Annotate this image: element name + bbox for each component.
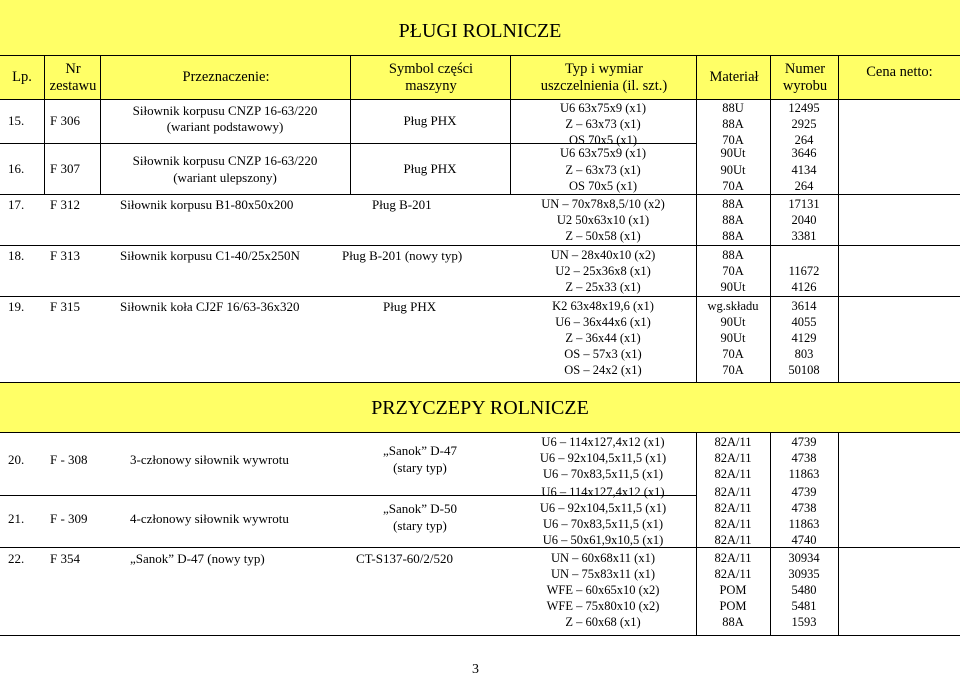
material-cell: 88A	[722, 615, 744, 629]
row-nr: F - 309	[50, 511, 88, 526]
header-lp	[0, 56, 44, 99]
seal-line: U6 – 92x104,5x11,5 (x1)	[539, 501, 667, 515]
seal-line: U6 – 36x44x6 (x1)	[555, 315, 651, 329]
header-typ-text: Typ i wymiar uszczelnienia (il. szt.)	[540, 60, 668, 94]
row-lp: 17.	[8, 197, 25, 212]
numer-cell: 4055	[791, 315, 817, 329]
material-cell: 88A	[722, 248, 744, 262]
seal-line: U6 – 114x127,4x12 (x1)	[541, 485, 665, 499]
material-cell: 82A/11	[714, 501, 752, 515]
numer-cell: 5481	[791, 599, 817, 613]
numer-cell: 1593	[791, 615, 817, 629]
seal-line: Z – 25x33 (x1)	[565, 280, 641, 294]
material-cell: 70A	[722, 264, 744, 278]
material-cell: 82A/11	[714, 533, 752, 547]
numer-cell: 803	[794, 347, 814, 361]
row-nr: F 315	[50, 299, 80, 314]
material-cell: 82A/11	[714, 467, 752, 481]
row-desc: Siłownik korpusu C1-40/25x250N	[120, 248, 300, 263]
row-symbol: Pług B-201	[372, 197, 432, 212]
row-nr: F 313	[50, 248, 80, 263]
row-lp: 16.	[8, 161, 25, 176]
header-lp-text: Lp.	[12, 69, 32, 85]
numer-cell: 3614	[791, 299, 817, 313]
row-symbol: Pług PHX	[383, 299, 437, 314]
material-cell: 90Ut	[720, 146, 746, 160]
seal-line: OS – 24x2 (x1)	[564, 363, 642, 377]
header-material	[696, 56, 771, 99]
numer-cell: 30935	[788, 567, 820, 581]
material-cell: 88A	[722, 117, 744, 131]
row-nr: F 354	[50, 551, 80, 566]
row-desc: Siłownik korpusu CNZP 16-63/220 (wariant ulepszony)	[132, 153, 318, 185]
material-cell: 90Ut	[720, 331, 746, 345]
col-divider	[838, 432, 839, 636]
numer-cell: 4129	[791, 331, 817, 345]
material-cell: 70A	[722, 179, 744, 193]
header-numer	[770, 56, 839, 99]
numer-cell: 264	[794, 179, 814, 193]
seal-line: U6 – 92x104,5x11,5 (x1)	[539, 451, 667, 465]
row-desc: Siłownik korpusu CNZP 16-63/220 (wariant podstawowy)	[132, 103, 318, 134]
header-cena	[838, 56, 960, 99]
seal-line: U2 – 25x36x8 (x1)	[555, 264, 651, 278]
table-bottom-border	[0, 635, 960, 636]
seal-line: OS 70x5 (x1)	[568, 179, 638, 193]
material-cell: 82A/11	[714, 517, 752, 531]
row-divider	[0, 245, 960, 246]
seal-line: U6 63x75x9 (x1)	[559, 101, 647, 115]
numer-cell: 2040	[791, 213, 817, 227]
row-symbol: Pług PHX	[403, 161, 457, 176]
seal-line: Z – 60x68 (x1)	[565, 615, 641, 629]
numer-cell: 11672	[788, 264, 820, 278]
page-number: 3	[472, 662, 479, 677]
seal-line: OS 70x5 (x1)	[568, 133, 638, 147]
row-nr: F 307	[50, 161, 80, 176]
seal-line: U6 – 70x83,5x11,5 (x1)	[542, 517, 663, 531]
section-title-przyczepy: PRZYCZEPY ROLNICZE	[371, 397, 589, 419]
material-cell: 70A	[722, 133, 744, 147]
row-symbol: „Sanok” D-47 (stary typ)	[382, 443, 457, 475]
material-cell: 88A	[722, 213, 744, 227]
row-desc: „Sanok” D-47 (nowy typ)	[130, 551, 265, 566]
material-cell: POM	[719, 583, 747, 597]
row-desc: Siłownik koła CJ2F 16/63-36x320	[120, 299, 300, 314]
numer-cell: 12495	[788, 101, 820, 115]
numer-cell: 4739	[791, 435, 817, 449]
row-lp: 15.	[8, 113, 25, 128]
col-divider	[838, 56, 839, 382]
material-cell: wg.składu	[707, 299, 759, 313]
numer-cell: 5480	[791, 583, 817, 597]
seal-line: U6 – 70x83,5x11,5 (x1)	[542, 467, 663, 481]
seal-line: UN – 75x83x11 (x1)	[550, 567, 656, 581]
seal-line: Z – 63x73 (x1)	[565, 163, 641, 177]
row-divider	[0, 296, 960, 297]
material-cell: 88A	[722, 229, 744, 243]
header-symbol	[350, 56, 511, 99]
row-nr: F - 308	[50, 452, 88, 467]
seal-line: UN – 60x68x11 (x1)	[550, 551, 656, 565]
numer-cell: 4126	[791, 280, 817, 294]
seal-line: Z – 36x44 (x1)	[565, 331, 641, 345]
col-divider	[44, 56, 45, 194]
material-cell: 82A/11	[714, 435, 752, 449]
seal-line: OS – 57x3 (x1)	[564, 347, 642, 361]
numer-cell: 4740	[791, 533, 817, 547]
seal-line: K2 63x48x19,6 (x1)	[552, 299, 654, 313]
material-cell: 82A/11	[714, 567, 752, 581]
row-symbol: „Sanok” D-50 (stary typ)	[382, 501, 457, 533]
header-typ	[510, 56, 697, 99]
seal-line: UN – 70x78x8,5/10 (x2)	[541, 197, 665, 211]
row-desc: 3-członowy siłownik wywrotu	[130, 452, 289, 467]
material-cell: 90Ut	[720, 315, 746, 329]
seal-line: U6 63x75x9 (x1)	[559, 146, 647, 160]
row-desc: Siłownik korpusu B1-80x50x200	[120, 197, 294, 212]
row-symbol: Pług B-201 (nowy typ)	[342, 248, 463, 263]
numer-cell: 17131	[788, 197, 820, 211]
row-nr: F 312	[50, 197, 80, 212]
numer-cell: 4134	[791, 163, 817, 177]
seal-line: U6 – 114x127,4x12 (x1)	[541, 435, 665, 449]
row-lp: 18.	[8, 248, 25, 263]
header-przeznaczenie-text: Przeznaczenie:	[182, 69, 270, 85]
seal-line: Z – 50x58 (x1)	[565, 229, 641, 243]
material-cell: 82A/11	[714, 451, 752, 465]
numer-cell: 50108	[788, 363, 820, 377]
material-cell: 88A	[722, 197, 744, 211]
numer-cell: 4738	[791, 501, 817, 515]
seal-line: WFE – 60x65x10 (x2)	[546, 583, 660, 597]
header-nr-text: Nr zestawu	[49, 60, 97, 94]
header-symbol-text: Symbol części maszyny	[388, 60, 474, 94]
header-cena-text: Cena netto:	[866, 64, 933, 80]
seal-line: UN – 28x40x10 (x2)	[550, 248, 656, 262]
numer-cell: 3646	[791, 146, 817, 160]
header-material-text: Materiał	[709, 69, 759, 85]
numer-cell: 30934	[788, 551, 820, 565]
material-cell: 70A	[722, 363, 744, 377]
numer-cell: 3381	[791, 229, 817, 243]
row-lp: 21.	[8, 511, 25, 526]
numer-cell: 11863	[788, 517, 820, 531]
header-przeznaczenie	[100, 56, 351, 99]
numer-cell: 4738	[791, 451, 817, 465]
material-cell: 70A	[722, 347, 744, 361]
row-lp: 19.	[8, 299, 25, 314]
row-lp: 22.	[8, 551, 25, 566]
section-title-plugi: PŁUGI ROLNICZE	[398, 20, 562, 42]
numer-cell: 11863	[788, 467, 820, 481]
numer-cell: 4739	[791, 485, 817, 499]
row-symbol: Pług PHX	[403, 113, 457, 128]
seal-line: Z – 63x73 (x1)	[565, 117, 641, 131]
row-desc: 4-członowy siłownik wywrotu	[130, 511, 289, 526]
seal-line: U6 – 50x61,9x10,5 (x1)	[542, 533, 664, 547]
row-nr: F 306	[50, 113, 80, 128]
material-cell: 90Ut	[720, 163, 746, 177]
row-lp: 20.	[8, 452, 25, 467]
material-cell: 82A/11	[714, 485, 752, 499]
seal-line: WFE – 75x80x10 (x2)	[546, 599, 660, 613]
material-cell: 90Ut	[720, 280, 746, 294]
material-cell: 88U	[722, 101, 744, 115]
header-nr	[44, 56, 101, 99]
material-cell: POM	[719, 599, 747, 613]
seal-line: U2 50x63x10 (x1)	[556, 213, 650, 227]
row-symbol: CT-S137-60/2/520	[356, 551, 454, 566]
material-cell: 82A/11	[714, 551, 752, 565]
numer-cell: 2925	[791, 117, 817, 131]
numer-cell: 264	[794, 133, 814, 147]
header-numer-text: Numer wyrobu	[782, 60, 828, 94]
